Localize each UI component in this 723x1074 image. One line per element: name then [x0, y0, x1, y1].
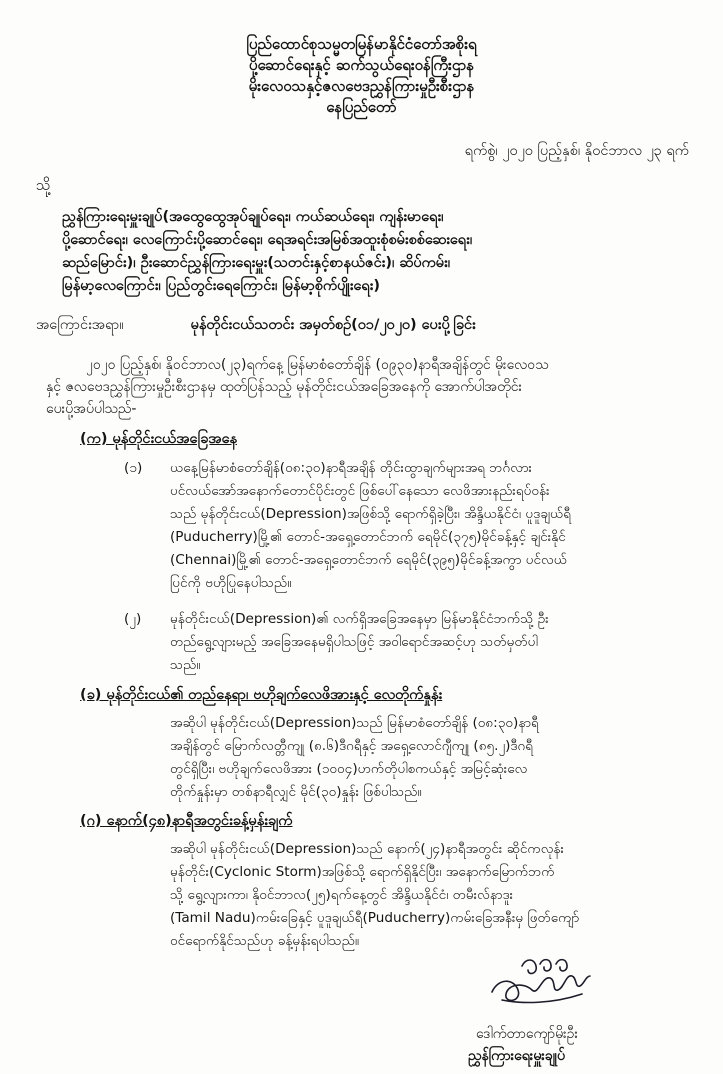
letterhead-government: ပြည်ထောင်စုသမ္မတမြန်မာနိုင်ငံတော်အစိုးရ: [246, 35, 477, 53]
subject-value: မုန်တိုင်းငယ်သတင်း အမှတ်စဉ်(၀၁/၂၀၂၀) ပေးပို့ခြင်း: [190, 317, 476, 333]
item-number: (၂): [124, 611, 142, 627]
recipient-line: ဆည်မြောင်း)၊ ဦးဆောင်ညွှန်ကြားရေးမှူး(သတင်းနှင့်စာနယ်ဇင်း)၊ ဆိပ်ကမ်း၊: [62, 255, 451, 271]
to-label: သို့: [36, 176, 51, 194]
para-line: အချိန်တွင် မြောက်လတ္တီကျု (၈.၆)ဒီဂရီနှင့် အရှေ့လောင်ဂျီကျု (၈၅.၂)ဒီဂရီ: [170, 738, 534, 754]
item-line: (Puducherry)မြို့၏ တောင်-အရှေ့တောင်ဘက် ရေမိုင်(၃၇၅)မိုင်ခန့်နှင့် ချင်းနိုင်: [170, 529, 566, 545]
section-b-heading: (ခ) မုန်တိုင်းငယ်၏ တည်နေရာ၊ ဗဟိုချက်လေဖိအားနှင့် လေတိုက်နှုန်း: [80, 687, 443, 703]
para-line: ဝင်ရောက်နိုင်သည်ဟု ခန့်မှန်းရပါသည်။: [170, 933, 359, 949]
letterhead: [0, 34, 723, 118]
item-line: ပြင်ကို ဗဟိုပြုနေပါသည်။: [170, 575, 292, 591]
section-k-item-1: [124, 457, 704, 597]
letterhead-city: နေပြည်တော်: [326, 98, 397, 116]
letterhead-ministry: ပို့ဆောင်ရေးနှင့် ဆက်သွယ်ရေးဝန်ကြီးဌာန: [248, 56, 475, 74]
intro-line: နှင့် ဇလဗေဒညွှန်ကြားမှုဦးစီးဌာနမှ ထုတ်ပြန်သည့် မုန်တိုင်းငယ်အခြေအနေကို အောက်ပါအတိုင်း: [46, 379, 523, 395]
item-line: ပင်လယ်အော်အနောက်တောင်ပိုင်းတွင် ဖြစ်ပေါ်နေသော လေဖိအားနည်းရပ်ဝန်း: [170, 483, 550, 499]
item-line: ယနေ့မြန်မာစံတော်ချိန်(၀၈:၃၀)နာရီအချိန် တိုင်းထွာချက်များအရ ဘင်္ဂလား: [170, 460, 533, 476]
section-k-item-2: [124, 608, 704, 680]
para-line: (Tamil Nadu)ကမ်းခြေနှင့် ပူဒူချယ်ရီ(Puducherry)ကမ်းခြေအနီးမှ ဖြတ်ကျော်: [170, 910, 580, 926]
item-line: တည်ရွေ့လျားမည့် အခြေအနေမရှိပါသဖြင့် အဝါရောင်အဆင့်ဟု သတ်မှတ်ပါ: [170, 634, 538, 650]
intro-line: ၂၀၂၀ ပြည့်နှစ်၊ နိုဝင်ဘာလ(၂၃)ရက်နေ့ မြန်မာစံတော်ချိန် (၀၉၃၀)နာရီအချိန်တွင် မိုးလေဝသ: [86, 357, 549, 373]
item-line: သည် မုန်တိုင်းငယ်(Depression)အဖြစ်သို့ ရောက်ရှိခဲ့ပြီး၊ အိန္ဒိယနိုင်ငံ၊ ပူဒူချယ်ရီ: [170, 506, 572, 522]
recipient-line: ညွှန်ကြားရေးမှူးချုပ်(အထွေထွေအုပ်ချုပ်ရေး၊ ကယ်ဆယ်ရေး၊ ကျန်းမာရေး၊: [62, 209, 444, 225]
letterhead-department: မိုးလေဝသနှင့်ဇလဗေဒညွှန်ကြားမှုဦးစီးဌာန: [248, 77, 475, 95]
intro-line: ပေးပို့အပ်ပါသည်-: [46, 401, 137, 417]
signatory-name: ဒေါက်တာကျော်မိုးဦး: [476, 1026, 579, 1042]
section-g-paragraph: [170, 838, 700, 953]
signatory-title: ညွှန်ကြားရေးမှူးချုပ်: [468, 1048, 565, 1064]
handwritten-signature: [482, 952, 602, 1014]
section-b-paragraph: [170, 712, 700, 804]
document-date: ရက်စွဲ၊ ၂၀၂၀ ပြည့်နှစ်၊ နိုဝင်ဘာလ ၂၃ ရက်: [464, 143, 689, 159]
recipients-block: [62, 206, 702, 298]
subject-label: အကြောင်းအရာ။: [36, 317, 124, 333]
item-line: သည်။: [170, 657, 201, 673]
recipient-line: ပို့ဆောင်ရေး၊ လေကြောင်းပို့ဆောင်ရေး၊ ရေအရင်းအမြစ်အထူးစုံစမ်းစစ်ဆေးရေး၊: [62, 232, 473, 248]
recipient-line: မြန်မာ့လေကြောင်း၊ ပြည်တွင်းရေကြောင်း၊ မြန်မာ့စိုက်ပျိုးရေး): [62, 278, 380, 294]
section-k-heading: (က) မုန်တိုင်းငယ်အခြေအနေ: [80, 431, 237, 447]
para-line: တိုက်နှုန်းမှာ တစ်နာရီလျှင် မိုင်(၃၀)နှုန်း ဖြစ်ပါသည်။: [170, 784, 422, 800]
item-number: (၁): [124, 460, 143, 476]
item-line: (Chennai)မြို့၏ တောင်-အရှေ့တောင်ဘက် ရေမိုင်(၃၉၅)မိုင်ခန့်အကွာ ပင်လယ်: [170, 552, 567, 568]
section-g-heading: (ဂ) နောက်(၄၈)နာရီအတွင်းခန့်မှန်းချက်: [80, 813, 293, 829]
para-line: အဆိုပါ မုန်တိုင်းငယ်(Depression)သည် နောက်(၂၄)နာရီအတွင်း ဆိုင်ကလုန်း: [170, 841, 564, 857]
para-line: မုန်တိုင်း(Cyclonic Storm)အဖြစ်သို့ ရောက်ရှိနိုင်ပြီး၊ အနောက်မြောက်ဘက်: [170, 864, 555, 880]
para-line: အဆိုပါ မုန်တိုင်းငယ်(Depression)သည် မြန်မာစံတော်ချိန် (၀၈:၃၀)နာရီ: [170, 715, 539, 731]
intro-paragraph: [46, 354, 696, 420]
item-line: မုန်တိုင်းငယ်(Depression)၏ လက်ရှိအခြေအနေမှာ မြန်မာနိုင်ငံဘက်သို့ ဦး: [170, 611, 549, 627]
para-line: တွင်ရှိပြီး၊ ဗဟိုချက်လေဖိအား (၁၀၀၄)ဟက်တိုပါစကယ်နှင့် အမြင့်ဆုံးလေ: [170, 761, 528, 777]
subject-line: [36, 316, 696, 337]
para-line: သို့ ရွေ့လျားကာ၊ နိုဝင်ဘာလ(၂၅)ရက်နေ့တွင် အိန္ဒိယနိုင်ငံ၊ တမီးလ်နာဒူး: [170, 887, 514, 903]
